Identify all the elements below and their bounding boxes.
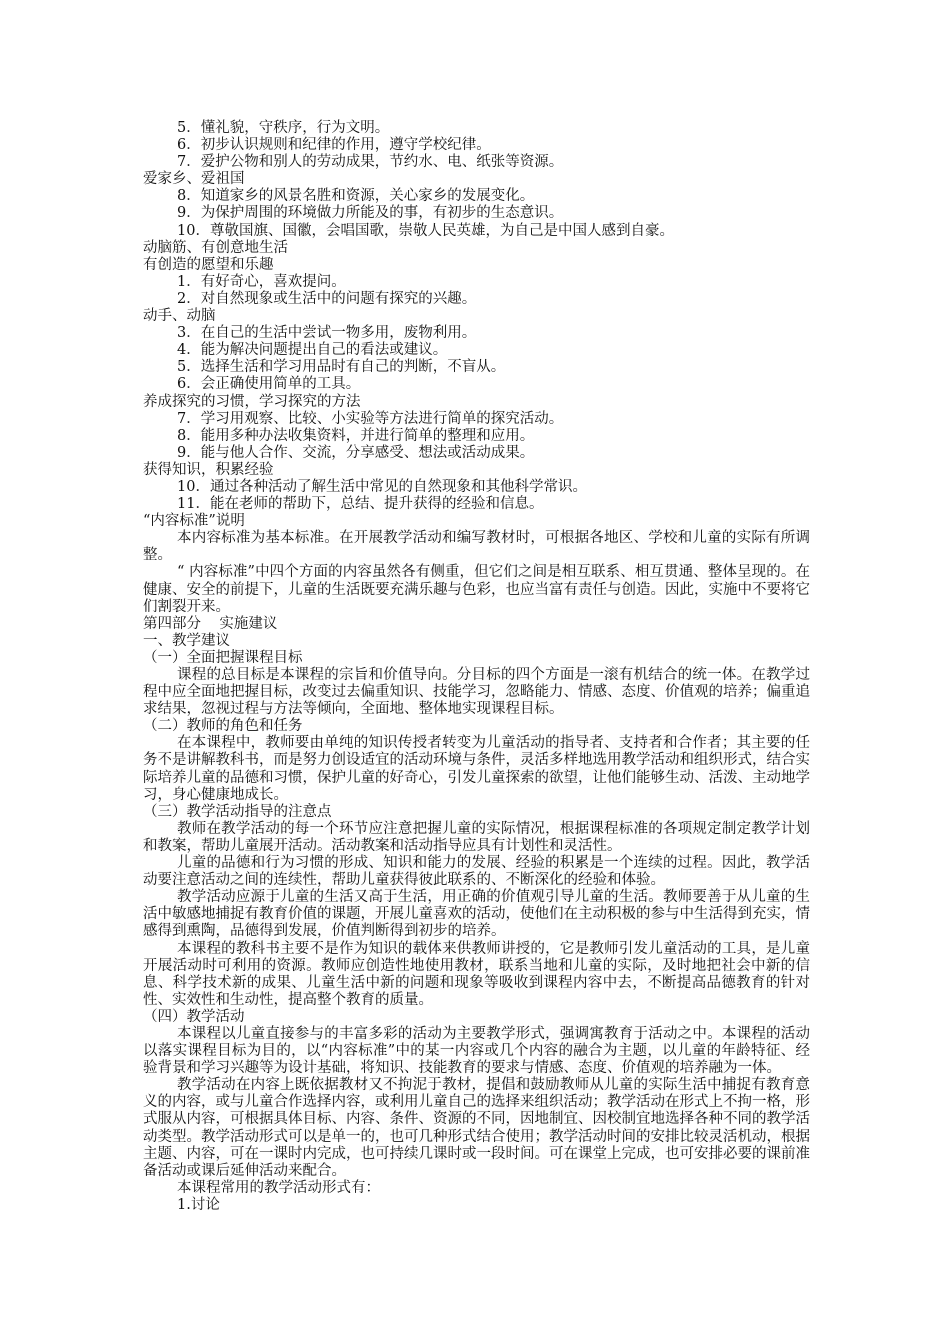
- subsection-heading: 养成探究的习惯，学习探究的方法: [143, 393, 361, 410]
- list-item: 3．在自己的生活中尝试一物多用，废物利用。: [177, 325, 477, 342]
- subsection-heading: 动手、动脑: [143, 308, 216, 325]
- list-item: 8．知道家乡的风景名胜和资源，关心家乡的发展变化。: [177, 188, 535, 205]
- subsection-heading: （一）全面把握课程目标: [143, 649, 303, 666]
- list-item: 9．能与他人合作、交流，分享感受、想法或活动成果。: [177, 444, 535, 461]
- subsection-heading: 爱家乡、爱祖国: [143, 171, 245, 188]
- paragraph: “ 内容标准”中四个方面的内容虽然各有侧重，但它们之间是相互联系、相互贯通、整体呈现的。在健康、安全的前提下，儿童的生活既要充满乐趣与色彩，也应当富有责任与创造。因此，实施中不要将它们割裂开来。: [143, 564, 810, 615]
- paragraph: 本内容标准为基本标准。在开展教学活动和编写教材时，可根据各地区、学校和儿童的实际有所调整。: [143, 530, 810, 564]
- subsection-heading: （四）教学活动: [143, 1008, 245, 1025]
- section-heading: 动脑筋、有创意地生活: [143, 239, 288, 256]
- paragraph: 本课程的教科书主要不是作为知识的载体来供教师讲授的，它是教师引发儿童活动的工具，是儿童开展活动时可利用的资源。教师应创造性地使用教材，联系当地和儿童的实际，及时地把社会中新的信息、科学技术新的成果、儿童生活中新的问题和现象等吸收到课程内容中去，不断提高品德教育的针对性、实效性和生动性，提高整个教育的质量。: [143, 940, 810, 1008]
- list-item: 10．尊敬国旗、国徽，会唱国歌，崇敬人民英雄，为自己是中国人感到自豪。: [177, 222, 674, 239]
- section-heading: 一、教学建议: [143, 632, 230, 649]
- paragraph: 课程的总目标是本课程的宗旨和价值导向。分目标的四个方面是一滚有机结合的统一体。在教学过程中应全面地把握目标，改变过去偏重知识、技能学习，忽略能力、情感、态度、价值观的培养；偏重追求结果，忽视过程与方法等倾向，全面地、整体地实现课程目标。: [143, 667, 810, 718]
- list-item: 10．通过各种活动了解生活中常见的自然现象和其他科学常识。: [177, 478, 587, 495]
- paragraph: 本课程常用的教学活动形式有：: [177, 1179, 380, 1196]
- list-item: 6．初步认识规则和纪律的作用，遵守学校纪律。: [177, 137, 491, 154]
- paragraph: 儿童的品德和行为习惯的形成、知识和能力的发展、经验的积累是一个连续的过程。因此，教学活动要注意活动之间的连续性，帮助儿童获得彼此联系的、不断深化的经验和体验。: [143, 855, 810, 889]
- list-item: 7．爱护公物和别人的劳动成果，节约水、电、纸张等资源。: [177, 154, 564, 171]
- subsection-heading: （二）教师的角色和任务: [143, 718, 303, 735]
- list-item: 11．能在老师的帮助下，总结、提升获得的经验和信息。: [177, 496, 544, 513]
- list-item: 2．对自然现象或生活中的问题有探究的兴趣。: [177, 290, 477, 307]
- paragraph: 教师在教学活动的每一个环节应注意把握儿童的实际情况，根据课程标准的各项规定制定教学计划和教案，帮助儿童展开活动。活动教案和活动指导应具有计划性和灵活性。: [143, 820, 810, 854]
- subsection-heading: 有创造的愿望和乐趣: [143, 256, 274, 273]
- list-item: 6．会正确使用简单的工具。: [177, 376, 361, 393]
- subsection-heading: （三）教学活动指导的注意点: [143, 803, 332, 820]
- list-item: 8．能用多种办法收集资料，并进行简单的整理和应用。: [177, 427, 535, 444]
- paragraph: 教学活动应源于儿童的生活又高于生活，用正确的价值观引导儿童的生活。教师要善于从儿童的生活中敏感地捕捉有教育价值的课题，开展儿童喜欢的活动，使他们在主动积极的参与中生活得到充实，情感得到熏陶，品德得到发展，价值判断得到初步的培养。: [143, 889, 810, 940]
- list-item: 9．为保护周围的环境做力所能及的事，有初步的生态意识。: [177, 205, 564, 222]
- part-title: 第四部分 实施建议: [143, 615, 278, 632]
- paragraph: 本课程以儿童直接参与的丰富多彩的活动为主要教学形式，强调寓教育于活动之中。本课程的活动以落实课程目标为目的，以“内容标准”中的某一内容或几个内容的融合为主题，以儿童的年龄特征、经验背景和学习兴趣等为设计基础，将知识、技能教育的要求与情感、态度、价值观的培养融为一体。: [143, 1025, 810, 1077]
- list-item: 1.讨论: [177, 1196, 220, 1213]
- list-item: 4．能为解决问题提出自己的看法或建议。: [177, 342, 448, 359]
- list-item: 5．选择生活和学习用品时有自己的判断，不盲从。: [177, 359, 506, 376]
- list-item: 7．学习用观察、比较、小实验等方法进行简单的探究活动。: [177, 410, 564, 427]
- list-item: 1．有好奇心，喜欢提问。: [177, 273, 346, 290]
- notes-heading: “内容标准”说明: [143, 513, 245, 530]
- paragraph: 教学活动在内容上既依据教材又不拘泥于教材，提倡和鼓励教师从儿童的实际生活中捕捉有教育意义的内容，或与儿童合作选择内容，或利用儿童自己的选择来组织活动；教学活动在形式上不拘一格，形式服从内容，可根据具体目标、内容、条件、资源的不同，因地制宜、因校制宜地选择各种不同的教学活动类型。教学活动形式可以是单一的，也可几种形式结合使用；教学活动时间的安排比较灵活机动，根据主题、内容，可在一课时内完成，也可持续几课时或一段时间。可在课堂上完成，也可安排必要的课前准备活动或课后延伸活动来配合。: [143, 1077, 810, 1179]
- paragraph: 在本课程中，教师要由单纯的知识传授者转变为儿童活动的指导者、支持者和合作者；其主要的任务不是讲解教科书，而是努力创设适宜的活动环境与条件，灵活多样地选用教学活动和组织形式，结合实际培养儿童的品德和习惯，保护儿童的好奇心，引发儿童探索的欲望，让他们能够生动、活泼、主动地学习，身心健康地成长。: [143, 735, 810, 803]
- list-item: 5．懂礼貌，守秩序，行为文明。: [177, 120, 390, 136]
- subsection-heading: 获得知识，积累经验: [143, 461, 274, 478]
